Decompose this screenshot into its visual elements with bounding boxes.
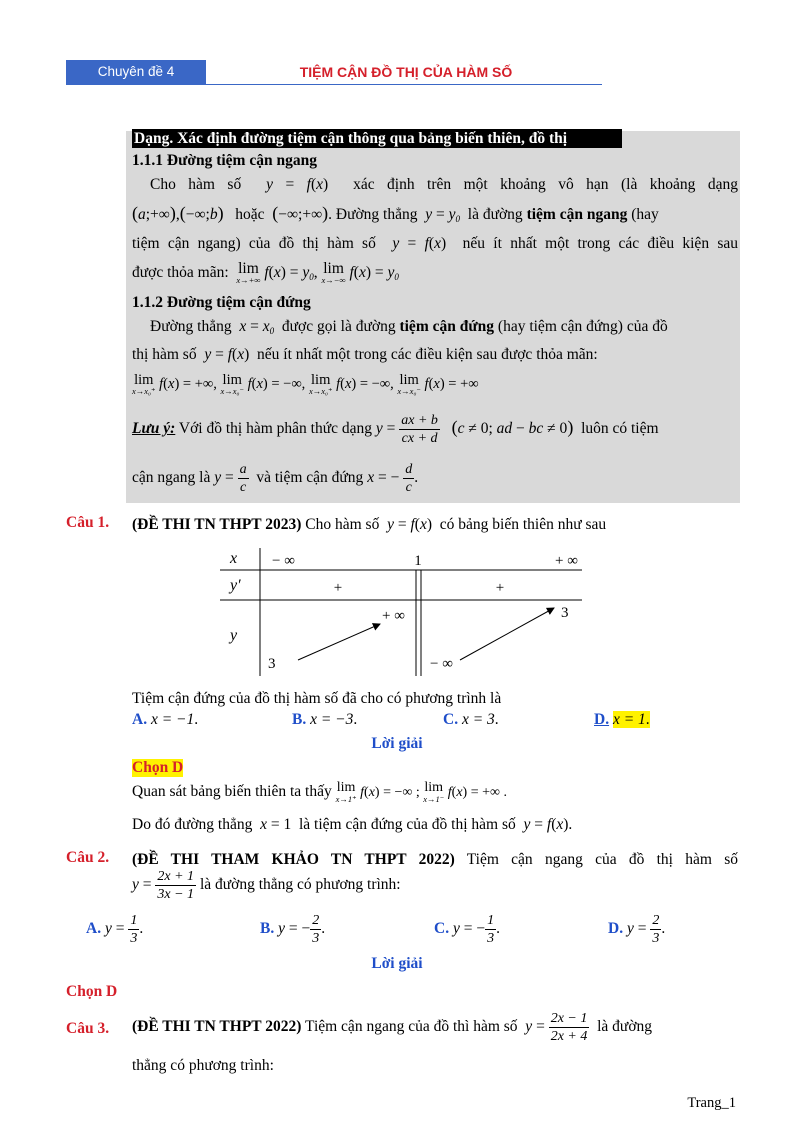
header-divider xyxy=(66,84,602,85)
x-one: 1 xyxy=(414,553,422,569)
q1-option-a[interactable]: A. x = −1. xyxy=(132,711,199,728)
q1-answer: Chọn D xyxy=(132,759,184,776)
theory-p3: tiệm cận ngang) của đồ thị hàm số y = f(x) nếu ít nhất một trong các điều kiện sau xyxy=(132,235,738,252)
q1-number: Câu 1. xyxy=(66,514,110,531)
chapter-title: TIỆM CẬN ĐỒ THỊ CỦA HÀM SỐ xyxy=(299,64,513,80)
theory-p2: (a;+∞),(−∞;b) hoặc (−∞;+∞). Đường thẳng $y = y_0$ là đường tiệm cận ngang (hay xyxy=(132,203,659,224)
theory-note-2: cận ngang là y = $\frac{a}{c}$ và tiệm cận đứng x = − $\frac{d}{c}$ . xyxy=(132,462,419,495)
q2-solution-title: Lời giải xyxy=(371,955,423,972)
q2-option-b[interactable]: B. y = − $\frac{2}{3}$ . xyxy=(260,913,326,946)
theory-p6: thị hàm số y = f(x) nếu ít nhất một trong các điều kiện sau được thỏa mãn: xyxy=(132,346,598,363)
yprime-label: y′ xyxy=(230,577,241,594)
q1-question: Tiệm cận đứng của đồ thị hàm số đã cho có phương trình là xyxy=(132,690,502,707)
q2-number: Câu 2. xyxy=(66,849,110,866)
q2-text: (ĐỀ THI THAM KHẢO TN THPT 2022) Tiệm cận ngang của đồ thị hàm số xyxy=(132,851,738,868)
yprime-sign-2: + xyxy=(495,580,505,596)
theory-p5: Đường thẳng $x = x_0$ được gọi là đường tiệm cận đứng (hay tiệm cận đứng) của đồ xyxy=(150,318,668,336)
q3-text: (ĐỀ THI TN THPT 2022) Tiệm cận ngang của đồ thì hàm số y = $\frac{2x - 1}{2x + 4}$ là đường xyxy=(132,1011,653,1044)
increase-arrow-2 xyxy=(460,608,554,660)
x-label: x xyxy=(230,550,238,567)
q1-text: (ĐỀ THI TN THPT 2023) Cho hàm số y = f(x) có bảng biến thiên như sau xyxy=(132,516,607,533)
theory-p1: Cho hàm số y = f(x) xác định trên một khoảng vô hạn (là khoảng dạng xyxy=(150,176,738,193)
q1-option-c[interactable]: C. x = 3. xyxy=(443,711,499,728)
page-number: Trang_1 xyxy=(687,1095,736,1111)
q3-number: Câu 3. xyxy=(66,1020,110,1037)
q1-solution-title: Lời giải xyxy=(371,735,423,752)
y-label: y xyxy=(230,627,238,644)
q2-option-d[interactable]: D. y = $\frac{2}{3}$ . xyxy=(608,913,666,946)
theory-p4: được thỏa mãn: lim x→+∞ $f(x) = y_0$, lim x→−∞ $f(x) = y_0$ xyxy=(132,260,399,285)
increase-arrow-1 xyxy=(298,624,380,660)
x-pos-inf: + ∞ xyxy=(555,553,578,569)
y-pos-inf: + ∞ xyxy=(382,608,405,624)
heading-horizontal-asymptote: 1.1.1 Đường tiệm cận ngang xyxy=(132,152,317,169)
q1-solution-1: Quan sát bảng biến thiên ta thấy lim x→1⁺ f(x) = −∞ ; lim x→1⁻ f(x) = +∞ . xyxy=(132,780,507,804)
yprime-sign-1: + xyxy=(333,580,343,596)
variation-table xyxy=(220,548,582,676)
q2-answer: Chọn D xyxy=(66,983,118,1000)
form-title: Dạng. Xác định đường tiệm cận thông qua bảng biến thiên, đồ thị xyxy=(132,129,622,148)
q1-option-b[interactable]: B. x = −3. xyxy=(292,711,358,728)
theory-limits: lim x→x₀⁺ f(x) = +∞, lim x→x₀⁻ f(x) = −∞, lim x→x₀⁺ f(x) = −∞, lim x→x₀⁻ f(x) = +∞ xyxy=(132,372,479,396)
theory-note: Lưu ý: Với đồ thị hàm phân thức dạng y = $\frac{ax + b}{cx + d}$ (c ≠ 0; ad − bc ≠ 0) luôn có tiệm xyxy=(132,413,659,446)
q2-option-a[interactable]: A. y = $\frac{1}{3}$ . xyxy=(86,913,144,946)
q2-function: y = $\frac{2x + 1}{3x - 1}$ là đường thẳng có phương trình: xyxy=(132,869,401,902)
heading-vertical-asymptote: 1.1.2 Đường tiệm cận đứng xyxy=(132,294,311,311)
x-neg-inf: − ∞ xyxy=(272,553,295,569)
y-right-3: 3 xyxy=(561,605,569,621)
chapter-tag: Chuyên đề 4 xyxy=(66,60,206,84)
q1-option-d[interactable]: D. x = 1. xyxy=(594,711,650,728)
q3-text-2: thẳng có phương trình: xyxy=(132,1057,274,1074)
y-neg-inf: − ∞ xyxy=(430,656,453,672)
y-left-3: 3 xyxy=(268,656,276,672)
q2-option-c[interactable]: C. y = − $\frac{1}{3}$ . xyxy=(434,913,500,946)
q1-solution-2: Do đó đường thẳng x = 1 là tiệm cận đứng của đồ thị hàm số y = f(x). xyxy=(132,816,573,833)
